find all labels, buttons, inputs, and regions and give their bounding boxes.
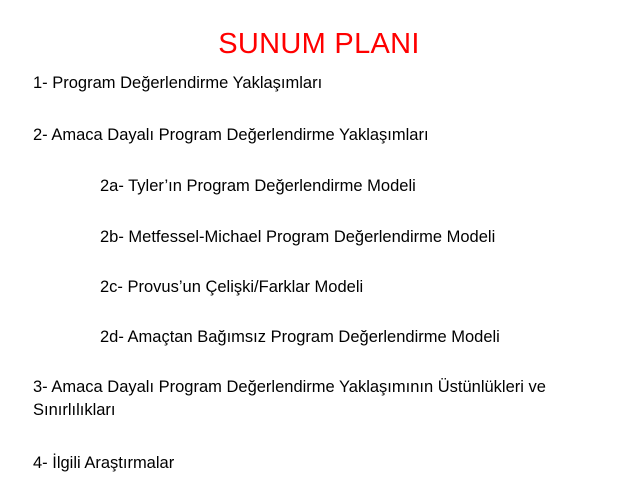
outline-item-2: 2- Amaca Dayalı Program Değerlendirme Yaklaşımları: [33, 126, 429, 144]
outline-subitem-2b: 2b- Metfessel-Michael Program Değerlendirme Modeli: [100, 228, 496, 246]
outline-item-3: 3- Amaca Dayalı Program Değerlendirme Yaklaşımının Üstünlükleri ve Sınırlılıkları: [33, 378, 546, 419]
outline-item-4: 4- İlgili Araştırmalar: [33, 454, 175, 472]
outline-subitem-2d: 2d- Amaçtan Bağımsız Program Değerlendirme Modeli: [100, 328, 500, 346]
outline-subitem-2c: 2c- Provus’un Çelişki/Farklar Modeli: [100, 278, 364, 296]
outline-item-1: 1- Program Değerlendirme Yaklaşımları: [33, 74, 323, 92]
slide-title: SUNUM PLANI: [218, 28, 420, 60]
outline-subitem-2a: 2a- Tyler’ın Program Değerlendirme Modeli: [100, 177, 416, 195]
